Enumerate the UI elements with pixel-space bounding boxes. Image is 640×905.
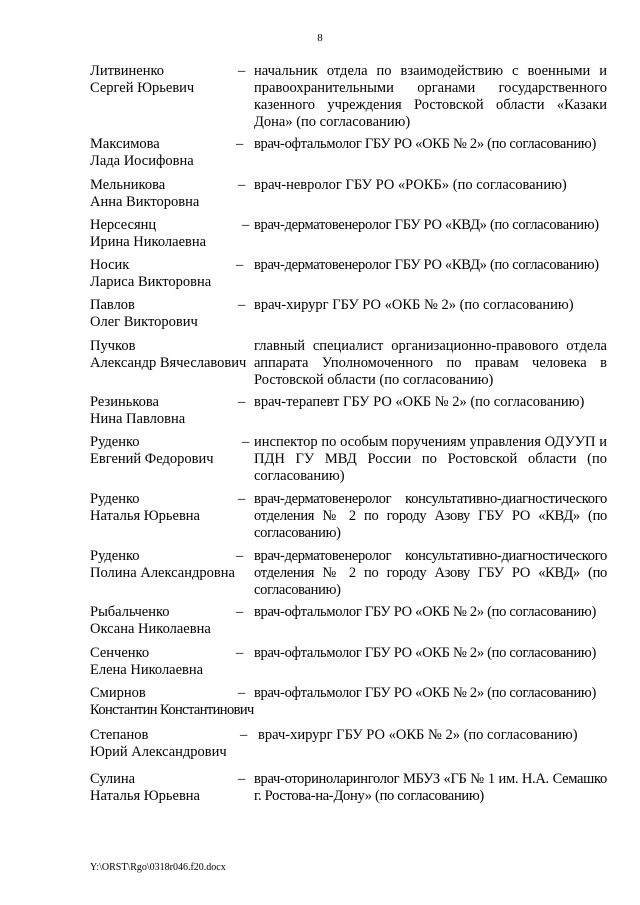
member-name — [90, 338, 260, 372]
dash: – — [236, 604, 244, 620]
member-role: врач-офтальмолог ГБУ РО «ОКБ № 2» (по согласованию) — [254, 136, 596, 152]
member-role: врач-офтальмолог ГБУ РО «ОКБ № 2» (по согласованию) — [254, 645, 596, 661]
member-role: инспектор по особым поручениям управления ОДУУП и ПДН ГУ МВД России по Ростовской области (по согласованию) — [254, 434, 607, 484]
member-surname: Степанов — [90, 727, 149, 743]
member-name — [90, 604, 260, 638]
dash: – — [236, 257, 244, 273]
member-name — [90, 394, 260, 428]
member-role: врач-офтальмолог ГБУ РО «ОКБ № 2» (по согласованию) — [254, 685, 596, 701]
member-role: врач-дерматовенеролог консультативно-диагностического отделения № 2 по городу Азову ГБУ РО «КВД» (по согласованию) — [254, 491, 607, 541]
member-surname: Пучков — [90, 338, 136, 354]
member-surname: Максимова — [90, 136, 160, 152]
member-given-name: Евгений Федорович — [90, 451, 214, 467]
page-number: 8 — [317, 32, 323, 44]
member-given-name: Полина Александровна — [90, 565, 235, 581]
member-name — [90, 217, 260, 251]
member-role: врач-дерматовенеролог ГБУ РО «КВД» (по согласованию) — [254, 257, 599, 273]
dash: – — [238, 394, 246, 410]
member-name — [90, 434, 260, 468]
member-role: врач-терапевт ГБУ РО «ОКБ № 2» (по согласованию) — [254, 394, 585, 410]
member-surname: Резинькова — [90, 394, 159, 410]
member-name — [90, 685, 260, 719]
dash: – — [236, 136, 244, 152]
member-surname: Павлов — [90, 297, 135, 313]
member-surname: Руденко — [90, 491, 140, 507]
member-name — [90, 257, 260, 291]
member-surname: Смирнов — [90, 685, 146, 701]
dash: – — [242, 217, 250, 233]
member-surname: Сулина — [90, 771, 136, 787]
member-given-name: Ирина Николаевна — [90, 234, 207, 250]
dash: – — [238, 491, 246, 507]
dash: – — [236, 645, 244, 661]
member-surname: Литвиненко — [90, 63, 165, 79]
dash: – — [238, 177, 246, 193]
member-surname: Руденко — [90, 434, 140, 450]
member-given-name: Лада Иосифовна — [90, 153, 194, 169]
member-surname: Носик — [90, 257, 130, 273]
member-given-name: Лариса Викторовна — [90, 274, 212, 290]
dash: – — [238, 297, 246, 313]
member-role: врач-дерматовенеролог консультативно-диагностического отделения № 2 по городу Азову ГБУ РО «КВД» (по согласованию) — [254, 548, 607, 598]
member-surname: Нерсесянц — [90, 217, 157, 233]
member-name — [90, 548, 260, 582]
member-name — [90, 63, 260, 97]
member-given-name: Наталья Юрьевна — [90, 788, 200, 804]
member-role: врач-хирург ГБУ РО «ОКБ № 2» (по согласованию) — [254, 297, 574, 313]
member-surname: Сенченко — [90, 645, 150, 661]
member-surname: Рыбальченко — [90, 604, 170, 620]
member-surname: Руденко — [90, 548, 140, 564]
member-given-name: Нина Павловна — [90, 411, 186, 427]
member-name — [90, 645, 260, 679]
dash: – — [238, 771, 246, 787]
member-role: врач-хирург ГБУ РО «ОКБ № 2» (по согласованию) — [258, 727, 578, 743]
member-role: врач-оториноларинголог МБУЗ «ГБ № 1 им. Н.А. Семашко г. Ростова-на-Дону» (по согласованию) — [254, 771, 607, 804]
member-given-name: Олег Викторович — [90, 314, 198, 330]
dash: – — [240, 727, 248, 743]
member-given-name: Константин Константинович — [90, 702, 254, 718]
member-role: начальник отдела по взаимодействию с военными и правоохранительными органами государственного казенного учреждения Ростовской области «Казаки Дона» (по согласованию) — [254, 63, 607, 130]
member-name — [90, 136, 260, 170]
member-given-name: Юрий Александрович — [90, 744, 227, 760]
member-given-name: Наталья Юрьевна — [90, 508, 200, 524]
member-name — [90, 297, 260, 331]
dash: – — [242, 434, 250, 450]
file-path-footer: Y:\ORST\Rgo\0318r046.f20.docx — [90, 862, 226, 873]
dash: – — [236, 548, 244, 564]
member-given-name: Сергей Юрьевич — [90, 80, 195, 96]
member-name — [90, 491, 260, 525]
member-name — [90, 771, 260, 805]
member-given-name: Анна Викторовна — [90, 194, 200, 210]
member-role: врач-невролог ГБУ РО «РОКБ» (по согласованию) — [254, 177, 567, 193]
member-role: главный специалист организационно-правового отдела аппарата Уполномоченного по правам человека в Ростовской области (по согласованию) — [254, 338, 607, 388]
dash: – — [238, 685, 246, 701]
member-name — [90, 727, 260, 761]
member-role: врач-офтальмолог ГБУ РО «ОКБ № 2» (по согласованию) — [254, 604, 596, 620]
member-role: врач-дерматовенеролог ГБУ РО «КВД» (по согласованию) — [254, 217, 599, 233]
member-name — [90, 177, 260, 211]
member-given-name: Оксана Николаевна — [90, 621, 211, 637]
member-surname: Мельникова — [90, 177, 166, 193]
member-given-name: Елена Николаевна — [90, 662, 204, 678]
member-given-name: Александр Вячеславович — [90, 355, 247, 371]
dash: – — [238, 63, 246, 79]
